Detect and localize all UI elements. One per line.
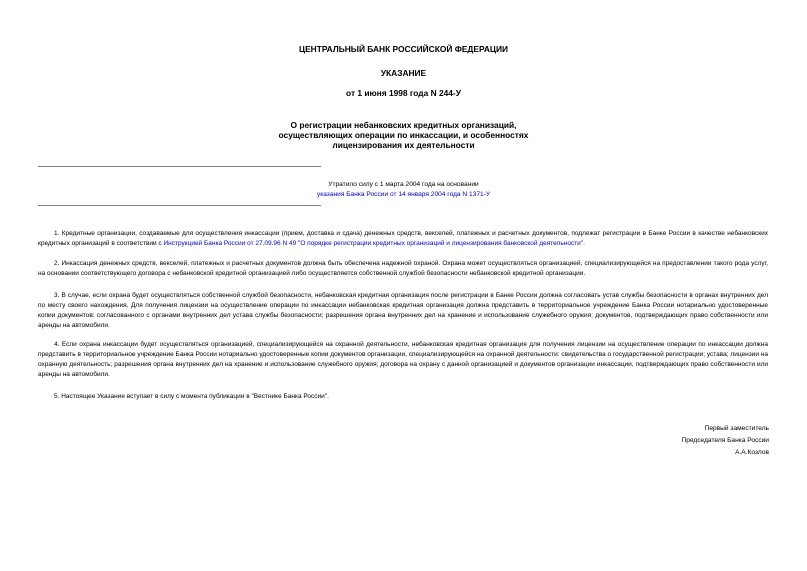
signatory-name: А.А.Козлов bbox=[735, 449, 769, 456]
signatory-position: Первый заместитель bbox=[704, 425, 769, 432]
paragraph-1 bbox=[38, 229, 768, 249]
repeal-document-link[interactable]: указания Банка России от 14 января 2004 года N 1371-У bbox=[316, 191, 491, 198]
paragraph-1-end: . bbox=[583, 240, 585, 247]
paragraph-1-text: 1. Кредитные организации, создаваемые для осуществления инкассации (прием, доставка и сдача) денежных средств, векселей, платежных и расчетных документов, подлежат регистрации в Банке России в качестве небанковских кредитных организаций в соответствии с bbox=[38, 230, 768, 247]
document-date-number: от 1 июня 1998 года N 244-У bbox=[346, 88, 461, 98]
subject-line: О регистрации небанковских кредитных организаций, bbox=[290, 120, 517, 130]
signatory-organization: Председателя Банка России bbox=[681, 437, 769, 444]
divider-top bbox=[38, 166, 321, 167]
status-note: Утратило силу с 1 марта 2004 года на основании bbox=[328, 181, 479, 188]
document-type: УКАЗАНИЕ bbox=[380, 68, 427, 78]
paragraph-5: 5. Настоящее Указание вступает в силу с момента публикации в "Вестнике Банка России". bbox=[54, 393, 329, 400]
subject-line: лицензирования их деятельности bbox=[332, 140, 475, 150]
status-link-line bbox=[0, 190, 807, 200]
paragraph-3: 3. В случае, если охрана будет осуществляться собственной службой безопасности, небанковская кредитная организация после регистрации в Банке России должна согласовать устав службы безопасности в органах внутренних дел по месту своего нахождения. Для получения лицензии на осуществление операции по инкассации небанковская кредитная организация должна представить в территориальное учреждение Банка России нотариально удостоверенные копии документов: согласованного с органами внутренних дел устава службы безопасности; разрешения органа внутренних дел на хранение и использование служебного оружия; документов, подтверждающих право собственности или аренды на автомобили. bbox=[38, 292, 768, 329]
divider-bottom bbox=[38, 205, 321, 206]
document-subject bbox=[0, 120, 807, 150]
issuer-title: ЦЕНТРАЛЬНЫЙ БАНК РОССИЙСКОЙ ФЕДЕРАЦИИ bbox=[298, 44, 509, 54]
subject-line: осуществляющих операции по инкассации, и особенностях bbox=[278, 130, 529, 140]
paragraph-4: 4. Если охрана инкассации будет осуществляться организацией, специализирующейся на охранной деятельности, небанковская кредитная организация для получения лицензии на осуществление операции по инкассации должна представить в территориальное учреждение Банка России нотариально удостоверенные копии документов организации, специализирующейся на охранной деятельности: свидетельства о государственной регистрации; устава; лицензии на охранную деятельность; разрешения органа внутренних дел на хранение и использование служебного оружия; договора на охрану с данной организацией и документов организации инкассации, подтверждающих право собственности или аренды на автомобили. bbox=[38, 341, 768, 378]
instruction-49-link[interactable]: Инструкцией Банка России от 27.09.96 N 49 "О порядке регистрации кредитных организаций и лицензирования банковской деятельности" bbox=[163, 240, 584, 247]
paragraph-2: 2. Инкассация денежных средств, векселей, платежных и расчетных документов должна быть обеспечена надежной охраной. Охрана может осуществляться организацией, специализирующейся на предоставлении такого рода услуг, на основании соответствующего договора с небанковской кредитной организацией либо осуществляется собственной службой безопасности небанковской кредитной организации. bbox=[38, 260, 768, 277]
